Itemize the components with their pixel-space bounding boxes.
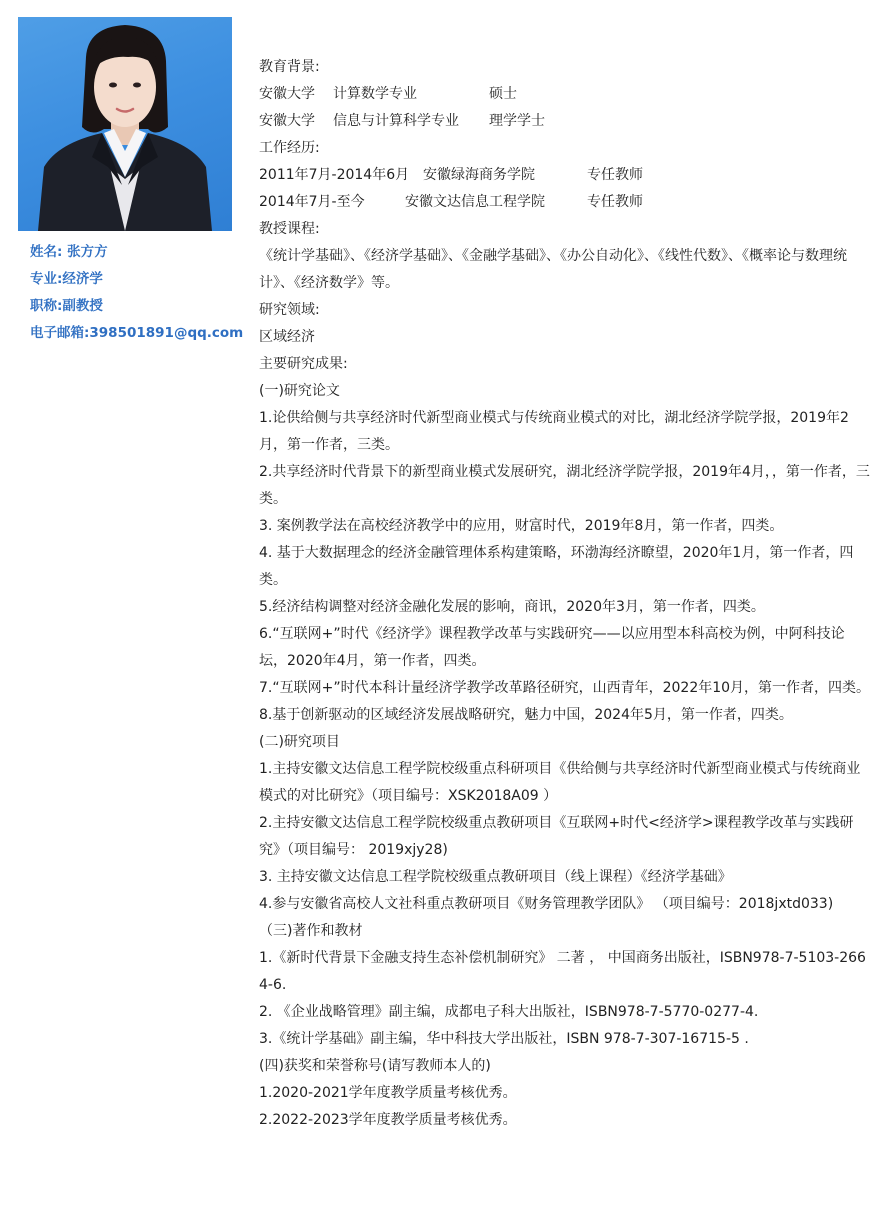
book-item: 1.《新时代背景下金融支持生态补偿机制研究》 二著 ， 中国商务出版社，ISBN978-7-5103-2664-6. (259, 950, 866, 993)
paper-item: 1.论供给侧与共享经济时代新型商业模式与传统商业模式的对比，湖北经济学院学报，2019年2月，第一作者，三类。 (259, 410, 849, 453)
profile-major: 专业:经济学 (30, 271, 103, 287)
profile-title: 职称:副教授 (30, 298, 103, 314)
profile-email: 电子邮箱:398501891@qq.com (30, 325, 244, 341)
education-heading: 教育背景: (259, 59, 320, 75)
paper-item: 4. 基于大数据理念的经济金融管理体系构建策略，环渤海经济瞭望，2020年1月，第一作者，四类。 (259, 545, 854, 588)
book-item: 3.《统计学基础》副主编，华中科技大学出版社，ISBN 978-7-307-16715-5 . (259, 1031, 749, 1047)
paper-item: 6.“互联网+”时代《经济学》课程教学改革与实践研究——以应用型本科高校为例，中阿科技论坛，2020年4月，第一作者，四类。 (259, 626, 845, 669)
research-text: 区域经济 (259, 329, 315, 345)
courses-text: 《统计学基础》、《经济学基础》、《金融学基础》、《办公自动化》、《线性代数》、《概率论与数理统计》、《经济数学》等。 (259, 248, 847, 291)
work-period: 2011年7月-2014年6月 (259, 167, 410, 183)
project-item: 4.参与安徽省高校人文社科重点教研项目《财务管理教学团队》 （项目编号：2018jxtd033) (259, 896, 834, 912)
work-role: 专任教师 (587, 194, 643, 210)
education-degree: 理学学士 (489, 113, 545, 129)
research-heading: 研究领域: (259, 302, 320, 318)
work-heading: 工作经历: (259, 140, 320, 156)
profile-photo (18, 17, 232, 231)
project-item: 1.主持安徽文达信息工程学院校级重点科研项目《供给侧与共享经济时代新型商业模式与传统商业模式的对比研究》（项目编号：XSK2018A09 ） (259, 761, 861, 804)
paper-item: 3. 案例教学法在高校经济教学中的应用，财富时代，2019年8月，第一作者，四类。 (259, 518, 784, 534)
paper-item: 5.经济结构调整对经济金融化发展的影响，商讯，2020年3月，第一作者，四类。 (259, 599, 765, 615)
paper-item: 2.共享经济时代背景下的新型商业模式发展研究，湖北经济学院学报，2019年4月，，第一作者，三类。 (259, 464, 870, 507)
achievements-heading: 主要研究成果: (259, 356, 348, 372)
resume-content (259, 54, 871, 1134)
book-item: 2. 《企业战略管理》副主编，成都电子科大出版社，ISBN978-7-5770-0277-4. (259, 1004, 759, 1020)
education-major: 信息与计算科学专业 (333, 113, 459, 129)
paper-item: 7.“互联网+”时代本科计量经济学教学改革路径研究，山西青年，2022年10月，第一作者，四类。 (259, 680, 871, 696)
education-row (259, 108, 871, 135)
project-item: 3. 主持安徽文达信息工程学院校级重点教研项目（线上课程）《经济学基础》 (259, 869, 732, 885)
education-major: 计算数学专业 (333, 86, 417, 102)
papers-heading: (一)研究论文 (259, 383, 340, 399)
paper-item: 8.基于创新驱动的区域经济发展战略研究，魅力中国，2024年5月，第一作者，四类。 (259, 707, 793, 723)
education-school: 安徽大学 (259, 113, 315, 129)
project-item: 2.主持安徽文达信息工程学院校级重点教研项目《互联网+时代<经济学>课程教学改革与实践研究》（项目编号： 2019xjy28) (259, 815, 854, 858)
award-item: 2.2022-2023学年度教学质量考核优秀。 (259, 1112, 517, 1128)
profile-name: 姓名: 张方方 (30, 244, 108, 260)
courses-heading: 教授课程: (259, 221, 320, 237)
books-heading: （三)著作和教材 (259, 923, 363, 939)
awards-heading: (四)获奖和荣誉称号(请写教师本人的) (259, 1058, 491, 1074)
work-period: 2014年7月-至今 (259, 194, 365, 210)
profile-sidebar (18, 17, 250, 350)
education-row (259, 81, 871, 108)
work-org: 安徽绿海商务学院 (423, 167, 535, 183)
work-row (259, 189, 871, 216)
work-org: 安徽文达信息工程学院 (405, 194, 545, 210)
work-row (259, 162, 871, 189)
projects-heading: (二)研究项目 (259, 734, 340, 750)
education-school: 安徽大学 (259, 86, 315, 102)
profile-info (30, 242, 250, 350)
award-item: 1.2020-2021学年度教学质量考核优秀。 (259, 1085, 517, 1101)
work-role: 专任教师 (587, 167, 643, 183)
education-degree: 硕士 (489, 86, 517, 102)
